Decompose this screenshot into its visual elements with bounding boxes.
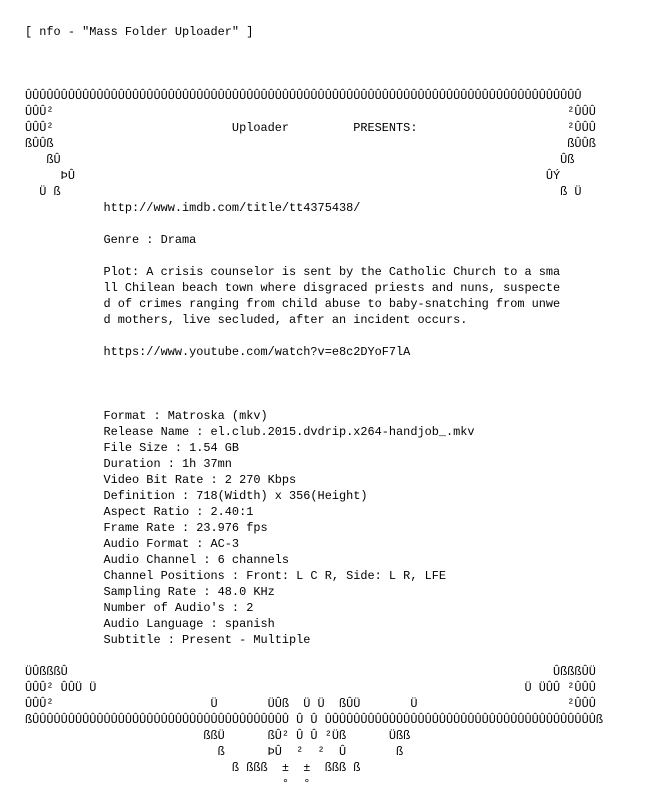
- nfo-line: ßßÜ ßÛ² Û Û ²Üß Üßß: [25, 729, 411, 743]
- nfo-line: ß ßßß ± ± ßßß ß: [25, 761, 361, 775]
- nfo-line: ßÛÛß ßÛÛß: [25, 137, 596, 151]
- nfo-line: Sampling Rate : 48.0 KHz: [25, 585, 275, 599]
- nfo-line: File Size : 1.54 GB: [25, 441, 240, 455]
- nfo-line: Ü ß ß Ü: [25, 185, 582, 199]
- nfo-line: [25, 216, 645, 232]
- nfo-title: [ nfo - "Mass Folder Uploader" ]: [25, 25, 254, 39]
- nfo-line: [25, 360, 645, 376]
- nfo-line: ÛÛÛ² Ü ÜÛß Ü Ü ßÛÜ Ü ²ÛÛÛ: [25, 697, 596, 711]
- nfo-line: [25, 328, 645, 344]
- nfo-line: Number of Audio's : 2: [25, 601, 254, 615]
- nfo-line: Subtitle : Present - Multiple: [25, 633, 311, 647]
- nfo-line: https://www.youtube.com/watch?v=e8c2DYoF7lA: [25, 345, 411, 359]
- nfo-line: http://www.imdb.com/title/tt4375438/: [25, 201, 361, 215]
- nfo-line: Frame Rate : 23.976 fps: [25, 521, 268, 535]
- nfo-line: ßÛÛÛÛÛÛÛÛÛÛÛÛÛÛÛÛÛÛÛÛÛÛÛÛÛÛÛÛÛÛÛÛÛÛÛÛ Û Û ÛÛÛÛÛÛÛÛÛÛÛÛÛÛÛÛÛÛÛÛÛÛÛÛÛÛÛÛÛÛÛÛÛÛÛÛÛÛß: [25, 713, 603, 727]
- nfo-line: [25, 376, 645, 392]
- nfo-line: Audio Channel : 6 channels: [25, 553, 290, 567]
- nfo-line: [25, 392, 645, 408]
- nfo-line: [25, 248, 645, 264]
- nfo-line: Aspect Ratio : 2.40:1: [25, 505, 254, 519]
- nfo-line: Genre : Drama: [25, 233, 197, 247]
- nfo-line: d of crimes ranging from child abuse to baby-snatching from unwe: [25, 297, 561, 311]
- nfo-line: ß ÞÛ ² ² Û ß: [25, 745, 404, 759]
- nfo-line: Video Bit Rate : 2 270 Kbps: [25, 473, 297, 487]
- nfo-line: [25, 40, 645, 56]
- nfo-viewer: [25, 24, 645, 792]
- nfo-line: ßÛ Ûß: [25, 153, 575, 167]
- nfo-line: Release Name : el.club.2015.dvdrip.x264-handjob_.mkv: [25, 425, 475, 439]
- nfo-line: [25, 56, 645, 72]
- nfo-line: Format : Matroska (mkv): [25, 409, 268, 423]
- nfo-line: Audio Language : spanish: [25, 617, 275, 631]
- nfo-line: [25, 648, 645, 664]
- nfo-line: Definition : 718(Width) x 356(Height): [25, 489, 368, 503]
- nfo-line: Channel Positions : Front: L C R, Side: L R, LFE: [25, 569, 446, 583]
- nfo-body: [25, 40, 645, 792]
- nfo-line: ÛÛÛ² ²ÛÛÛ: [25, 105, 596, 119]
- nfo-line: Audio Format : AC-3: [25, 537, 240, 551]
- nfo-line: ° °: [25, 777, 311, 791]
- nfo-line: Plot: A crisis counselor is sent by the Catholic Church to a sma: [25, 265, 561, 279]
- nfo-line: ÛÛÛÛÛÛÛÛÛÛÛÛÛÛÛÛÛÛÛÛÛÛÛÛÛÛÛÛÛÛÛÛÛÛÛÛÛÛÛÛÛÛÛÛÛÛÛÛÛÛÛÛÛÛÛÛÛÛÛÛÛÛÛÛÛÛÛÛÛÛÛÛÛÛÛÛÛÛ: [25, 89, 582, 103]
- nfo-line: Duration : 1h 37mn: [25, 457, 232, 471]
- nfo-line: d mothers, live secluded, after an incident occurs.: [25, 313, 468, 327]
- nfo-line: ÛÛÛ² ÛÛÜ Ü Ü ÜÛÛ ²ÛÛÛ: [25, 681, 596, 695]
- nfo-line: ÜÛßßßÛ ÛßßßÛÜ: [25, 665, 596, 679]
- nfo-line: ÛÛÛ² Uploader PRESENTS: ²ÛÛÛ: [25, 121, 596, 135]
- nfo-line: ll Chilean beach town where disgraced priests and nuns, suspecte: [25, 281, 561, 295]
- nfo-line: [25, 72, 645, 88]
- nfo-line: ÞÛ ÛÝ: [25, 169, 561, 183]
